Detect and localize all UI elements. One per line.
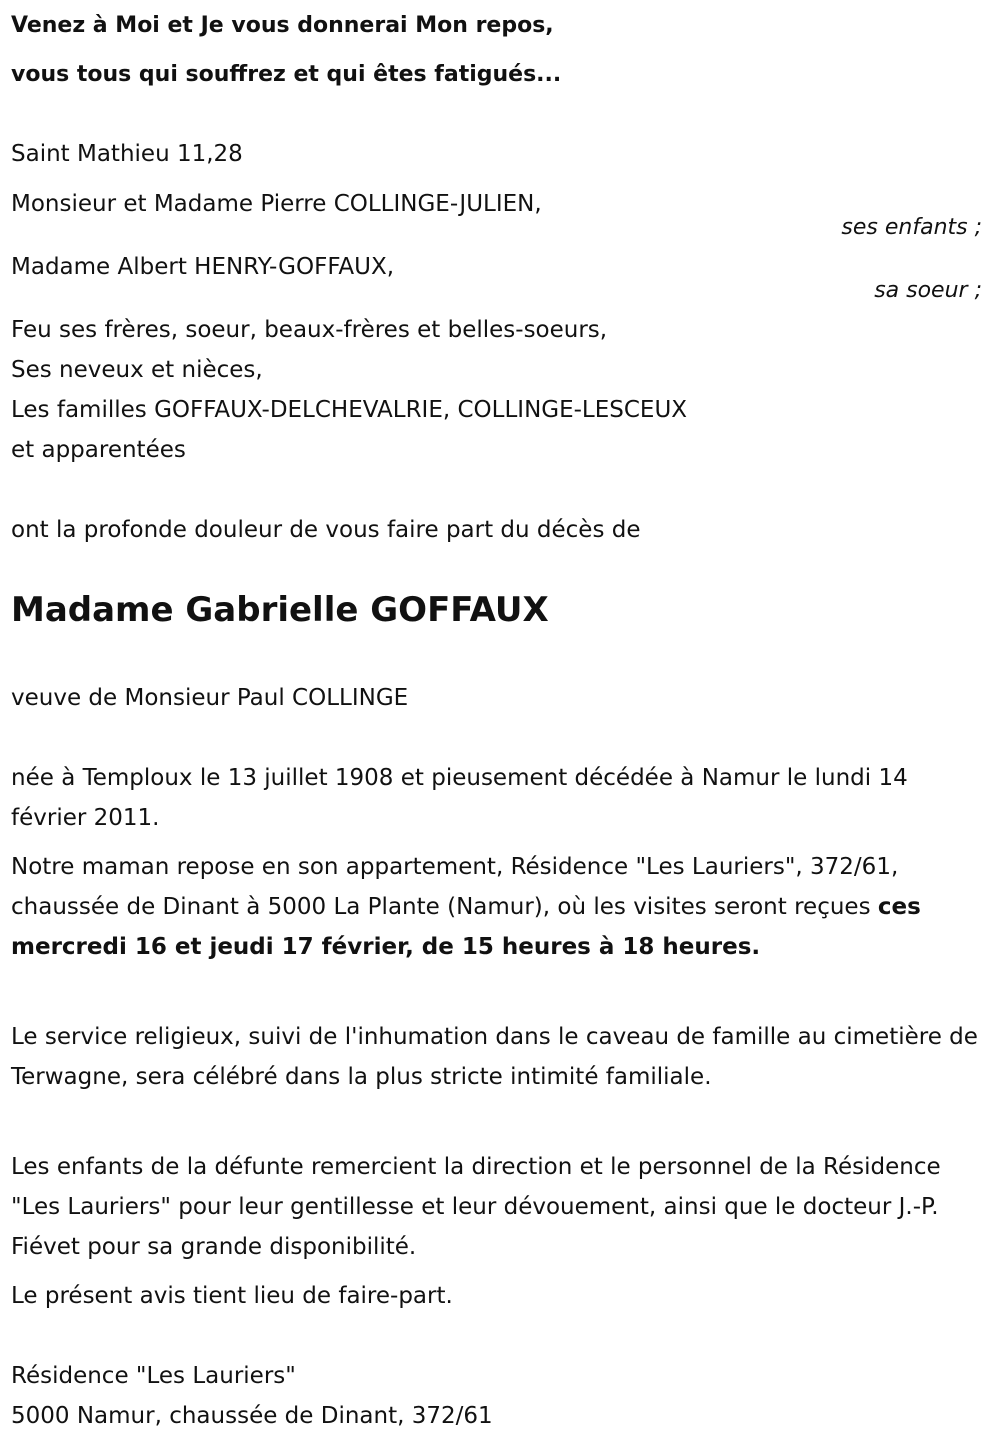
obituary-notice bbox=[11, 0, 991, 1450]
notice-line: Le présent avis tient lieu de faire-part. bbox=[11, 1283, 453, 1309]
thanks-paragraph: Les enfants de la défunte remercient la direction et le personnel de la Résidence "Les Lauriers" pour leur gentillesse et leur dévouement, ainsi que le docteur J.-P. Fiévet pour sa grande disponibilité. bbox=[11, 1154, 941, 1260]
verse-line-2: vous tous qui souffrez et qui êtes fatigués... bbox=[11, 62, 562, 87]
service-paragraph: Le service religieux, suivi de l'inhumation dans le caveau de famille au cimetière de Terwagne, sera célébré dans la plus stricte intimité familiale. bbox=[11, 1024, 978, 1090]
widow-of: veuve de Monsieur Paul COLLINGE bbox=[11, 685, 409, 711]
verse-reference: Saint Mathieu 11,28 bbox=[11, 141, 243, 167]
birth-death-paragraph: née à Temploux le 13 juillet 1908 et pieusement décédée à Namur le lundi 14 février 2011. bbox=[11, 765, 908, 831]
announcement: ont la profonde douleur de vous faire part du décès de bbox=[11, 517, 641, 543]
family-line: et apparentées bbox=[11, 437, 186, 463]
children-names: Monsieur et Madame Pierre COLLINGE-JULIEN, bbox=[11, 191, 542, 217]
visits-paragraph bbox=[11, 847, 981, 967]
address-line-1: Résidence "Les Lauriers" bbox=[11, 1363, 296, 1389]
verse-line-1: Venez à Moi et Je vous donnerai Mon repos, bbox=[11, 13, 554, 38]
visits-intro: Notre maman repose en son appartement, Résidence "Les Lauriers", 372/61, chaussée de Dinant à 5000 La Plante (Namur), où les visites seront reçues bbox=[11, 854, 899, 920]
children-role: ses enfants ; bbox=[841, 215, 982, 240]
sister-role: sa soeur ; bbox=[874, 278, 982, 303]
family-line: Feu ses frères, soeur, beaux-frères et belles-soeurs, bbox=[11, 317, 608, 343]
visits-dates: ces mercredi 16 et jeudi 17 février, de 15 heures à 18 heures. bbox=[11, 894, 921, 960]
family-line: Les familles GOFFAUX-DELCHEVALRIE, COLLINGE-LESCEUX bbox=[11, 397, 688, 423]
family-line: Ses neveux et nièces, bbox=[11, 357, 263, 383]
deceased-name: Madame Gabrielle GOFFAUX bbox=[11, 590, 549, 630]
sister-name: Madame Albert HENRY-GOFFAUX, bbox=[11, 254, 395, 280]
address-line-2: 5000 Namur, chaussée de Dinant, 372/61 bbox=[11, 1403, 493, 1429]
